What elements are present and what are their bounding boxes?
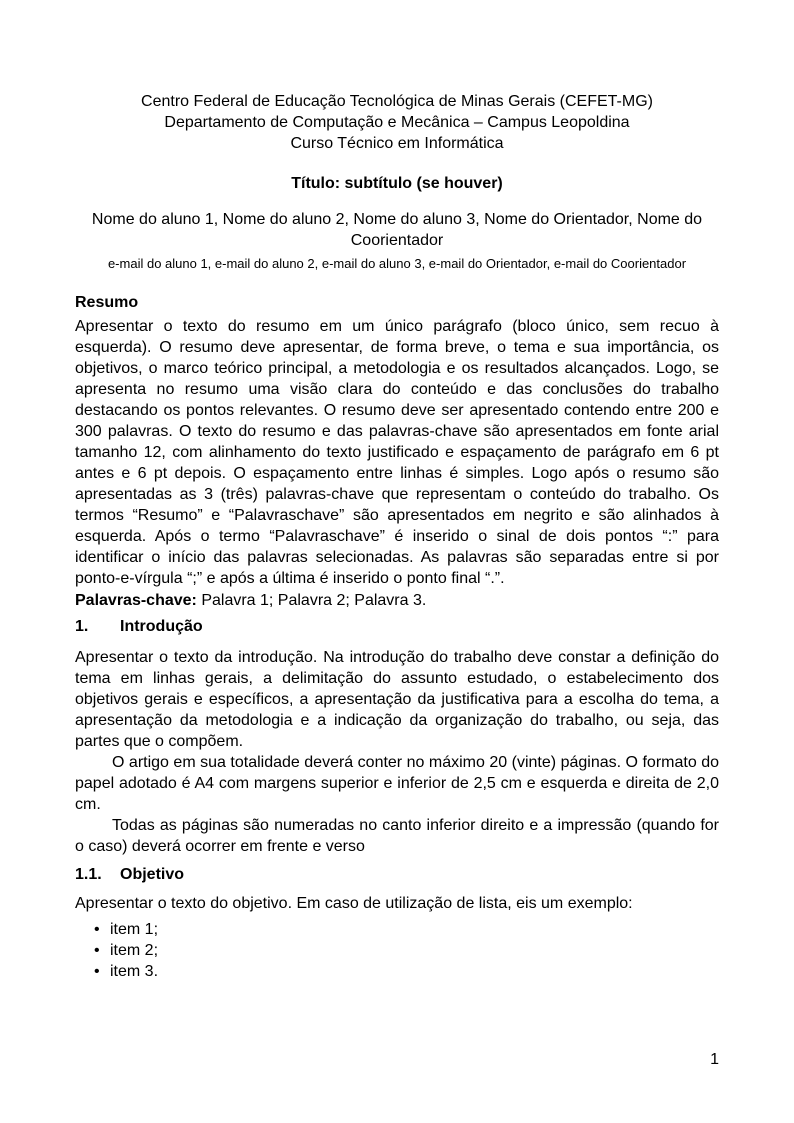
bullet-icon: • [94, 963, 100, 980]
objective-list [75, 919, 719, 982]
abstract-paragraph: Apresentar o texto do resumo em um único parágrafo (bloco único, sem recuo à esquerda). O resumo deve apresentar, de forma breve, o tema e sua importância, os objetivos, o marco teórico principal, a metodologia e os resultados alcançados. Logo, se apresenta no resumo uma visão clara do conteúdo e das conclusões do trabalho destacando os pontos relevantes. O resumo deve ser apresentado contendo entre 200 e 300 palavras. O texto do resumo e das palavras-chave são apresentados em fonte arial tamanho 12, com alinhamento do texto justificado e espaçamento de parágrafo em 6 pt antes e 6 pt depois. O espaçamento entre linhas é simples. Logo após o resumo são apresentadas as 3 (três) palavras-chave que representam o conteúdo do trabalho. Os termos “Resumo” e “Palavraschave” são apresentados em negrito e são alinhados à esquerda. Após o termo “Palavraschave” é inserido o sinal de dois pontos “:” para identificar o início das palavras selecionadas. As palavras são separadas entre si por ponto-e-vírgula “;” e após a última é inserido o ponto final “.”. [75, 318, 719, 587]
section-heading-objetivo [75, 864, 719, 885]
paragraph: O artigo em sua totalidade deverá conter no máximo 20 (vinte) páginas. O formato do papel adotado é A4 com margens superior e inferior de 2,5 cm e esquerda e direita de 2,0 cm. [75, 754, 719, 813]
institution-line-1: Centro Federal de Educação Tecnológica de Minas Gerais (CEFET-MG) [141, 93, 653, 110]
paragraph: Apresentar o texto do objetivo. Em caso de utilização de lista, eis um exemplo: [75, 895, 633, 912]
list-item-text: item 1; [110, 921, 159, 938]
section-title: Objetivo [120, 866, 185, 883]
abstract-heading: Resumo [75, 294, 139, 311]
section-title: Introdução [120, 618, 203, 635]
paragraph: Todas as páginas são numeradas no canto inferior direito e a impressão (quando for o caso) deverá ocorrer em frente e verso [75, 817, 719, 855]
institution-line-3: Curso Técnico em Informática [290, 135, 504, 152]
section-number: 1.1. [75, 866, 102, 883]
emails-line: e-mail do aluno 1, e-mail do aluno 2, e-mail do aluno 3, e-mail do Orientador, e-mail do Coorientador [107, 256, 687, 271]
page-number: 1 [710, 1051, 719, 1068]
list-item [75, 919, 719, 940]
authors-line: Nome do aluno 1, Nome do aluno 2, Nome do aluno 3, Nome do Orientador, Nome do Coorientador [91, 211, 703, 249]
list-item-text: item 3. [110, 963, 159, 980]
institution-header [75, 91, 719, 154]
keywords-label: Palavras-chave: [75, 592, 197, 609]
bullet-icon: • [94, 921, 100, 938]
list-item-text: item 2; [110, 942, 159, 959]
list-item [75, 940, 719, 961]
section-number: 1. [75, 618, 89, 635]
list-item [75, 961, 719, 982]
paragraph: Apresentar o texto da introdução. Na introdução do trabalho deve constar a definição do tema em linhas gerais, a delimitação do assunto estudado, o estabelecimento dos objetivos gerais e específicos, a apresentação da justificativa para a escolha do tema, a apresentação da metodologia e a indicação da organização do trabalho, ou seja, das partes que o compõem. [75, 649, 719, 750]
document-title: Título: subtítulo (se houver) [291, 175, 503, 192]
keywords-line [75, 590, 719, 611]
institution-line-2: Departamento de Computação e Mecânica – Campus Leopoldina [164, 114, 630, 131]
keywords-values: Palavra 1; Palavra 2; Palavra 3. [201, 592, 427, 609]
bullet-icon: • [94, 942, 100, 959]
section-heading-introducao [75, 616, 719, 637]
